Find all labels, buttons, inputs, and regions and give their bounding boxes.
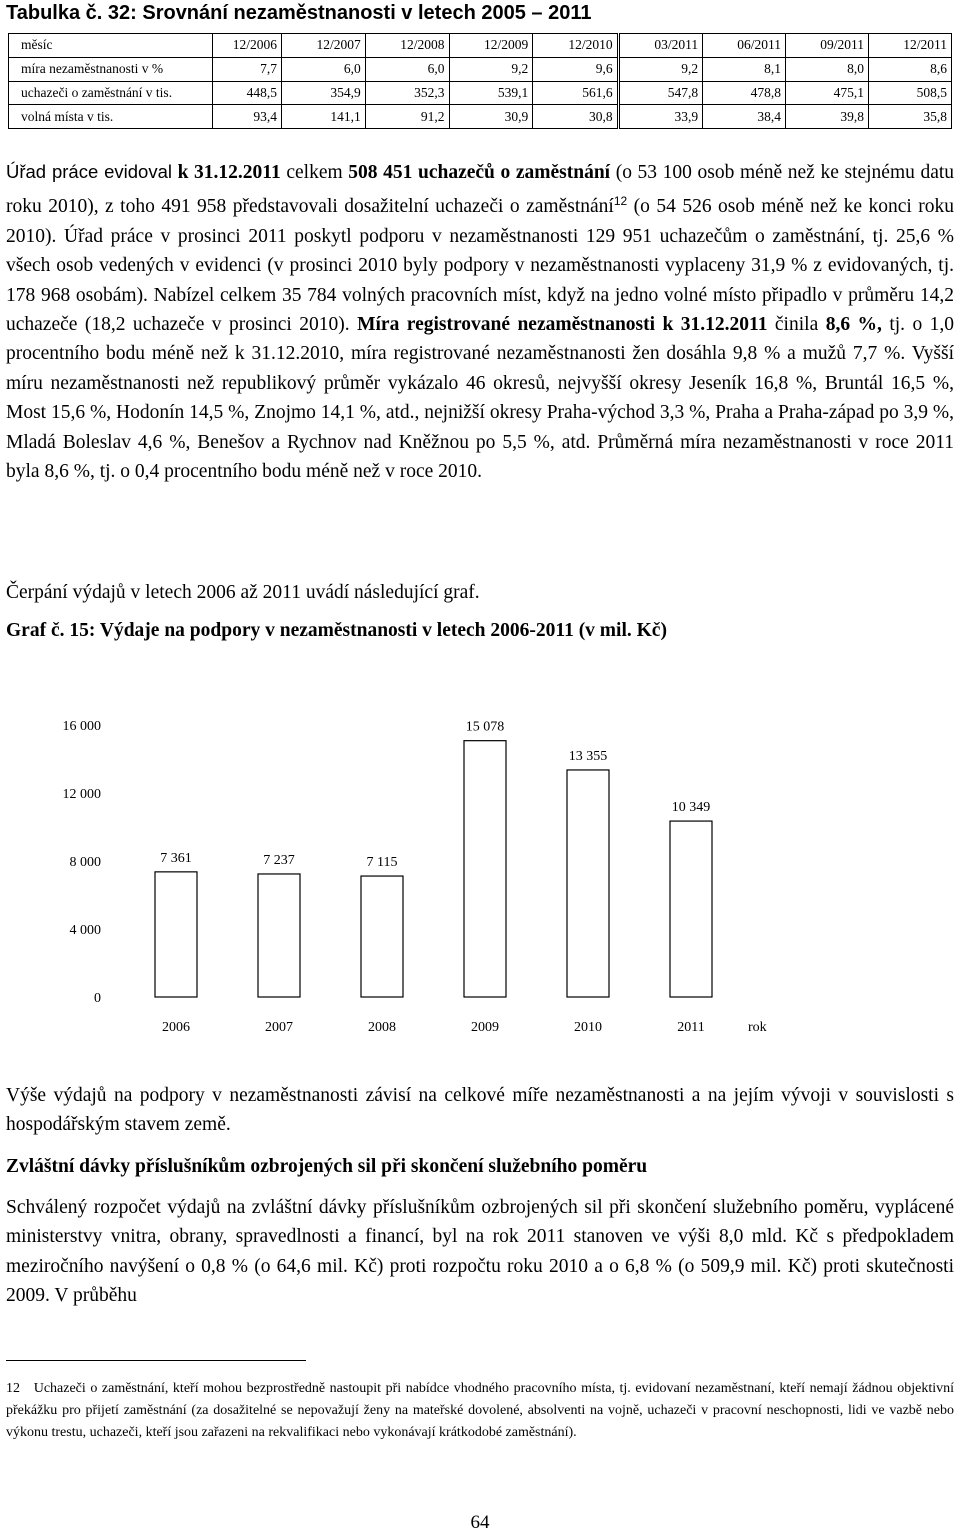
x-tick-label: 2007 — [265, 1020, 293, 1035]
paragraph-chart-intro: Čerpání výdajů v letech 2006 až 2011 uvádí následující graf. — [6, 582, 480, 603]
value-label: 13 355 — [568, 748, 608, 764]
p1-s2: celkem — [286, 162, 343, 183]
bar — [464, 741, 506, 997]
table-cell: 8,0 — [786, 57, 869, 81]
table-cell: 30,8 — [533, 105, 618, 129]
table-cell: 30,9 — [449, 105, 533, 129]
footnote-divider — [6, 1360, 306, 1361]
table-cell: 12/2007 — [282, 34, 366, 58]
p1-b1: k 31.12.2011 — [177, 162, 281, 183]
x-tick-label: 2010 — [574, 1020, 602, 1035]
y-tick-label: 4 000 — [69, 923, 101, 938]
p1-s4: (o 54 526 osob méně než ke konci roku 2010). Úřad práce v prosinci 2011 poskytl podporu v nezaměstnanosti 129 951 uchazečům o zaměstnání, tj. 25,6 % všech osob vedených v evidenci (v prosinci 2010 byly podpory v nezaměstnanosti vyplaceny 31,9 % z evidovaných, tj. 178 968 osobám). Nabízel celkem 35 784 volných pracovních míst, když na jedno volné místo připadlo v průměru 14,2 uchazeče (18,2 uchazeče v prosinci 2010). — [6, 196, 955, 336]
y-tick-label: 8 000 — [69, 855, 101, 870]
table-cell: 8,1 — [703, 57, 786, 81]
y-tick-label: 0 — [94, 991, 101, 1006]
table-cell: 12/2011 — [868, 34, 951, 58]
table-cell: 09/2011 — [786, 34, 869, 58]
bar — [361, 876, 403, 997]
table-cell: 475,1 — [786, 81, 869, 105]
table-cell: 448,5 — [213, 81, 282, 105]
y-tick-label: 12 000 — [62, 787, 101, 802]
table-cell: 06/2011 — [703, 34, 786, 58]
table-cell: 561,6 — [533, 81, 618, 105]
table-cell: 7,7 — [213, 57, 282, 81]
bar — [258, 874, 300, 997]
table-cell: 12/2009 — [449, 34, 533, 58]
value-label: 7 237 — [263, 852, 295, 868]
table-cell: 91,2 — [365, 105, 449, 129]
value-label: 15 078 — [465, 719, 505, 735]
footnote-text: Uchazeči o zaměstnání, kteří mohou bezprostředně nastoupit při nabídce vhodného pracovního místa, tj. evidovaní nezaměstnaní, kteří nemají žádnou objektivní překážku pro přijetí zaměstnání (za dosažitelné se nepovažují ženy na mateřské dovolené, absolventi na vojně, uchazeči v pracovní neschopnosti, lidi ve vazbě nebo výkonu trestu, uchazeči, kteří jsou zařazeni na rekvalifikaci nebo vykonávají krátkodobé zaměstnání). — [6, 1381, 955, 1440]
p1-b2: 508 451 uchazečů o zaměstnání — [348, 162, 611, 183]
table-cell: 12/2008 — [365, 34, 449, 58]
row-label: uchazeči o zaměstnání v tis. — [9, 81, 213, 105]
table-cell: 9,6 — [533, 57, 618, 81]
table-row — [9, 34, 952, 58]
table-cell: 39,8 — [786, 105, 869, 129]
p1-s5: činila — [774, 314, 819, 336]
x-tick-label: 2008 — [368, 1020, 396, 1035]
table-cell: 12/2006 — [213, 34, 282, 58]
x-tick-label: 2011 — [677, 1020, 705, 1035]
table-title: Tabulka č. 32: Srovnání nezaměstnanosti v letech 2005 – 2011 — [6, 2, 592, 24]
x-axis-label: rok — [748, 1020, 767, 1035]
table-cell: 478,8 — [703, 81, 786, 105]
footnote-ref: 12 — [613, 194, 628, 209]
table-row — [9, 81, 952, 105]
table-cell: 354,9 — [282, 81, 366, 105]
table-cell: 508,5 — [868, 81, 951, 105]
table-cell: 38,4 — [703, 105, 786, 129]
table-row — [9, 105, 952, 129]
row-label: měsíc — [9, 34, 213, 58]
value-label: 7 361 — [160, 850, 192, 866]
table-cell: 8,6 — [868, 57, 951, 81]
footnote-number: 12 — [6, 1381, 20, 1396]
x-tick-label: 2006 — [162, 1020, 190, 1035]
paragraph-special-benefits: Schválený rozpočet výdajů na zvláštní dávky příslušníkům ozbrojených sil při skončení služebního poměru, vyplácené ministerstvy vnitra, obrany, spravedlnosti a financí, byl na rok 2011 stanoven ve výši 8,0 mld. Kč s předpokladem meziročního navýšení o 0,8 % (o 64,6 mil. Kč) proti rozpočtu roku 2010 a o 6,8 % (o 509,9 mil. Kč) proti skutečnosti 2009. V průběhu — [6, 1197, 954, 1307]
paragraph-unemployment — [6, 157, 954, 486]
p1-s3: (o 53 100 osob méně než ke stejnému datu roku 2010), z toho 491 958 představovali dosažitelní uchazeči o zaměstnání — [6, 162, 955, 218]
table-cell: 6,0 — [365, 57, 449, 81]
unemployment-table — [8, 33, 952, 129]
table-cell: 6,0 — [282, 57, 366, 81]
table-cell: 9,2 — [449, 57, 533, 81]
table-cell: 93,4 — [213, 105, 282, 129]
table-cell: 35,8 — [868, 105, 951, 129]
row-label: míra nezaměstnanosti v % — [9, 57, 213, 81]
expenditure-bar-chart — [0, 690, 960, 1050]
p1-b3: Míra registrované nezaměstnanosti k 31.12.2011 — [357, 314, 768, 336]
table-cell: 141,1 — [282, 105, 366, 129]
page-number: 64 — [470, 1512, 490, 1533]
p1-s6: tj. o 1,0 procentního bodu méně než k 31.12.2010, míra registrované nezaměstnanosti žen dosáhla 9,8 % a mužů 7,7 %. Vyšší míru nezaměstnanosti než republikový průměr vykázalo 46 okresů, nejvyšší okresy Jeseník 16,8 %, Bruntál 16,5 %, Most 15,6 %, Hodonín 14,5 %, Znojmo 14,1 %, atd., nejnižší okresy Praha-východ 3,3 %, Praha a Praha-západ po 3,9 %, Mladá Boleslav 4,6 %, Benešov a Rychnov nad Kněžnou po 5,5 %, atd. Průměrná míra nezaměstnanosti v roce 2011 byla 8,6 %, tj. o 0,4 procentního bodu méně než v roce 2010. — [6, 314, 955, 483]
table-cell: 352,3 — [365, 81, 449, 105]
table-cell: 547,8 — [618, 81, 703, 105]
footnote — [6, 1378, 954, 1444]
paragraph-expenditure: Výše výdajů na podpory v nezaměstnanosti závisí na celkové míře nezaměstnanosti a na jejím vývoji v souvislosti s hospodářským stavem země. — [6, 1085, 954, 1136]
y-tick-label: 16 000 — [62, 719, 101, 734]
chart-title: Graf č. 15: Výdaje na podpory v nezaměstnanosti v letech 2006-2011 (v mil. Kč) — [6, 620, 667, 641]
bar — [567, 770, 609, 997]
section-heading: Zvláštní dávky příslušníkům ozbrojených sil při skončení služebního poměru — [6, 1156, 648, 1177]
table-cell: 9,2 — [618, 57, 703, 81]
value-label: 10 349 — [671, 800, 711, 816]
value-label: 7 115 — [366, 855, 398, 871]
bar — [670, 821, 712, 997]
table-cell: 12/2010 — [533, 34, 618, 58]
p1-s1: Úřad práce evidoval — [6, 161, 172, 182]
x-tick-label: 2009 — [471, 1020, 499, 1035]
bar — [155, 872, 197, 997]
table-row — [9, 57, 952, 81]
row-label: volná místa v tis. — [9, 105, 213, 129]
table-cell: 33,9 — [618, 105, 703, 129]
table-cell: 539,1 — [449, 81, 533, 105]
table-cell: 03/2011 — [618, 34, 703, 58]
p1-b4: 8,6 %, — [825, 314, 882, 336]
